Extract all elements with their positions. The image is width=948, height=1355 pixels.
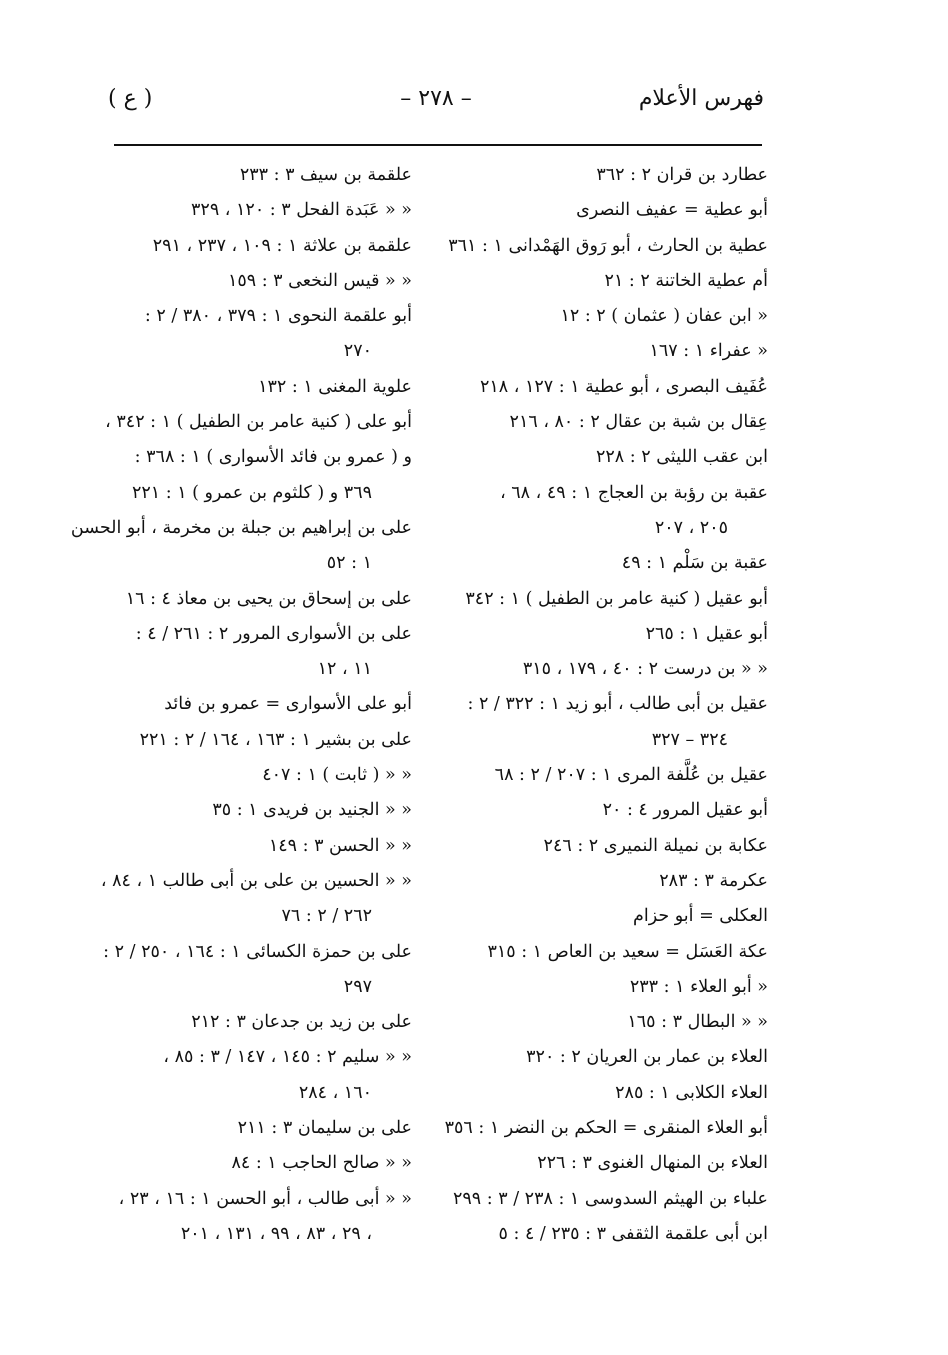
index-entry: العلاء بن المنهال الغنوى ٣ : ٢٢٦ — [537, 1153, 768, 1174]
index-entry: عقيل بن أبى طالب ، أبو زيد ١ : ٣٢٢ / ٢ : — [467, 694, 768, 715]
index-title: فهرس الأعلام — [638, 86, 764, 111]
index-entry: « « الحسين بن على بن أبى طالب ١ ، ٨٤ ، — [100, 870, 412, 891]
index-entry: أبو عقيل ( كنية عامر بن الطفيل ) ١ : ٣٤٢ — [465, 588, 768, 609]
index-entry-continuation: ٢٦٢ / ٢ : ٧٦ — [281, 906, 372, 927]
index-entry-continuation: ١١ ، ١٢ — [317, 659, 372, 680]
index-entry: عقبة بن رؤبة بن العجاج ١ : ٤٩ ، ٦٨ ، — [500, 482, 768, 503]
index-entry: أبو عقيل المرور ٤ : ٢٠ — [602, 800, 768, 821]
index-entry: عطية بن الحارث ، أبو رَوق الهَمْدانى ١ : ٣٦١ — [448, 235, 768, 256]
index-entry: ابن أبى علقمة الثقفى ٣ : ٢٣٥ / ٤ : ٥ — [498, 1223, 768, 1244]
index-entry-continuation: ٢٧٠ — [343, 341, 372, 362]
index-entry: أم عطية الخاتنة ٢ : ٢١ — [604, 270, 768, 291]
index-entry-continuation: ٣٢٤ – ٣٢٧ — [651, 729, 728, 750]
index-entry: علباء بن الهيثم السدوسى ١ : ٢٣٨ / ٣ : ٢٩٩ — [453, 1188, 768, 1209]
index-entry: أبو على الأسوارى = عمرو بن فائد — [164, 694, 412, 715]
index-entry: أبو علقمة النحوى ١ : ٣٧٩ ، ٣٨٠ / ٢ : — [144, 306, 412, 327]
index-entry-continuation: ١٦٠ ، ٢٨٤ — [298, 1082, 372, 1103]
page-number: – ٢٧٨ – — [400, 86, 472, 111]
index-entry: عطارد بن قران ٢ : ٣٦٢ — [596, 165, 768, 185]
index-entry: عِقال بن شبة بن عقال ٢ : ٨٠ ، ٢١٦ — [509, 412, 768, 433]
index-entry: عُفَيف البصرى ، أبو عطية ١ : ١٢٧ ، ٢١٨ — [479, 376, 768, 397]
index-entry: « « قيس النخعى ٣ : ١٥٩ — [227, 270, 412, 291]
index-entry: « « ( ثابت ) ١ : ٤٠٧ — [262, 765, 412, 786]
index-entry: على بن حمزة الكسائى ١ : ١٦٤ ، ٢٥٠ / ٢ : — [103, 941, 412, 962]
index-entry-continuation: ١ : ٥٢ — [326, 553, 372, 574]
index-entry: أبو العلاء المنقرى = الحكم بن النضر ١ : ٣٥٦ — [444, 1118, 768, 1139]
index-entry: « « الحسن ٣ : ١٤٩ — [268, 835, 412, 856]
index-entry-continuation: ٢٩٧ — [343, 976, 372, 997]
index-entry: أبو عقيل ١ : ٢٦٥ — [645, 623, 768, 644]
index-entry: عقبة بن سَلْم ١ : ٤٩ — [621, 553, 768, 574]
index-entry: على بن سليمان ٣ : ٢١١ — [237, 1118, 412, 1139]
page-header — [100, 80, 772, 124]
header-rule — [114, 144, 762, 146]
index-entry: « ابن عفان ( عثمان ) ٢ : ١٢ — [560, 306, 768, 327]
index-entry-continuation: ٣٦٩ و ( كلثوم بن عمرو ) ١ : ٢٢١ — [131, 482, 372, 503]
index-entry: أبو عطية = عفيف النصرى — [576, 200, 768, 221]
index-entry: العلاء بن عمار بن العريان ٢ : ٣٢٠ — [526, 1047, 768, 1068]
index-entry: عكرمة ٣ : ٢٨٣ — [659, 870, 768, 891]
index-entry: « « سليم ٢ : ١٤٥ ، ١٤٧ / ٣ : ٨٥ ، — [163, 1047, 412, 1068]
index-entry: عكة العَسَل = سعيد بن العاص ١ : ٣١٥ — [487, 941, 768, 962]
left-column — [70, 158, 412, 1252]
index-entry: على بن بشير ١ : ١٦٣ ، ١٦٤ / ٢ : ٢٢١ — [139, 729, 412, 750]
letter-section: ( ع ) — [108, 86, 153, 111]
index-entry: « « عَبَدة الفحل ٣ : ١٢٠ ، ٣٢٩ — [191, 200, 412, 221]
index-entry: العلاء الكلابى ١ : ٢٨٥ — [615, 1082, 768, 1103]
index-entry: و ( عمرو بن فائد الأسوارى ) ١ : ٣٦٨ : — [134, 447, 412, 468]
index-entry: عكابة بن نميلة النميرى ٢ : ٢٤٦ — [543, 835, 768, 856]
index-entry: علقمة بن سيف ٣ : ٢٣٣ — [239, 165, 412, 185]
index-entry: العكلى = أبو حزام — [633, 906, 768, 927]
index-entry: « عفراء ١ : ١٦٧ — [649, 341, 768, 362]
index-entry: عقيل بن عُلَّفة المرى ١ : ٢٠٧ / ٢ : ٦٨ — [494, 765, 768, 786]
index-entry: ابن عقب الليثى ٢ : ٢٢٨ — [596, 447, 768, 468]
index-entry-continuation: ٢٠٥ ، ٢٠٧ — [654, 517, 728, 538]
index-entry: « أبو العلاء ١ : ٢٣٣ — [629, 976, 768, 997]
index-entry: على بن إبراهيم بن جبلة بن مخرمة ، أبو الحسن — [70, 517, 412, 538]
index-entry: علقمة بن علاثة ١ : ١٠٩ ، ٢٣٧ ، ٢٩١ — [152, 235, 412, 256]
index-entry-continuation: ٢٩ ، ٨٣ ، ٩٩ ، ١٣١ ، ٢٠١ ، — [180, 1223, 372, 1244]
right-column — [438, 158, 768, 1252]
index-entry: « « أبى طالب ، أبو الحسن ١ : ١٦ ، ٢٣ ، — [118, 1188, 412, 1209]
index-entry: على بن زيد بن جدعان ٣ : ٢١٢ — [191, 1012, 412, 1033]
index-entry: « « بن درست ٢ : ٤٠ ، ١٧٩ ، ٣١٥ — [522, 659, 768, 680]
index-entry: على بن إسحاق بن يحيى بن معاذ ٤ : ١٦ — [125, 588, 412, 609]
index-entry: على بن الأسوارى المرور ٢ : ٢٦١ / ٤ : — [135, 623, 412, 644]
index-entry: « « الجنيد بن فريدى ١ : ٣٥ — [212, 800, 412, 821]
index-entry: علوية المغنى ١ : ١٣٢ — [258, 376, 412, 397]
index-entry: « « البطال ٣ : ١٦٥ — [627, 1012, 768, 1033]
index-entry: أبو على ( كنية عامر بن الطفيل ) ١ : ٣٤٢ ، — [105, 412, 412, 433]
index-entry: « « صالح الحاجب ١ : ٨٤ — [231, 1153, 412, 1174]
